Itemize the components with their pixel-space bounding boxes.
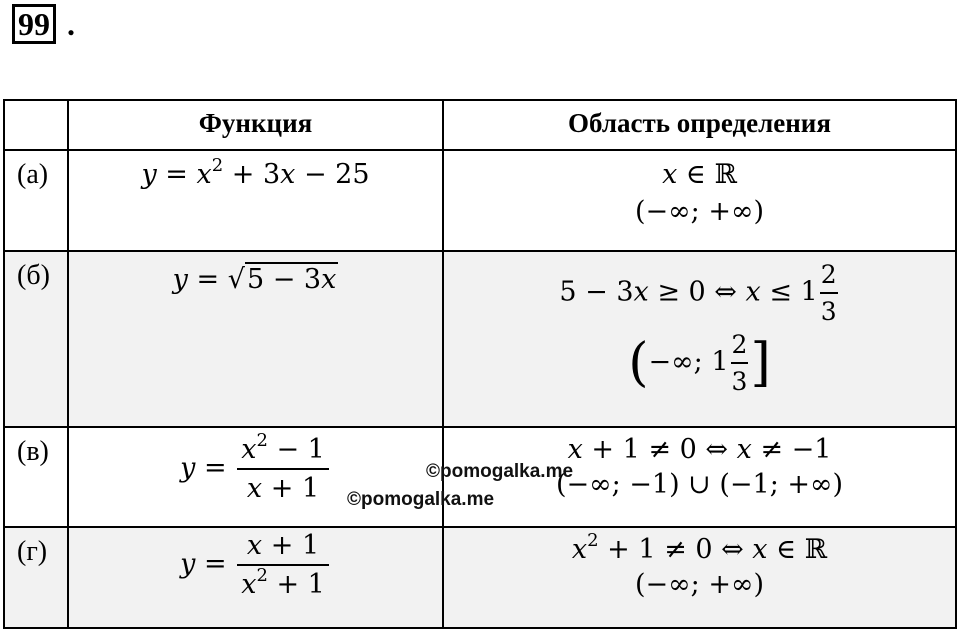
domain-interval: (−∞; +∞) <box>635 196 764 227</box>
function-cell <box>68 527 443 628</box>
task-number-dot: . <box>67 6 75 42</box>
domain-condition: x ∈ ℝ <box>662 159 737 190</box>
header-domain: Область определения <box>443 100 956 150</box>
sqrt: √5 − 3x <box>227 264 337 295</box>
domain-condition: x + 1 ≠ 0 ⇔ x ≠ −1 <box>567 434 832 465</box>
watermark: ©pomogalka.me <box>347 489 495 510</box>
function-cell <box>68 251 443 427</box>
domain-interval: (−∞; 1 $\frac{2}{3}$ ] <box>628 330 771 396</box>
domain-interval: (−∞; +∞) <box>635 569 764 600</box>
function-cell <box>68 427 443 527</box>
table-row <box>4 150 956 251</box>
function-formula: $y = x^2 + 3x - 25$ <box>141 155 370 190</box>
function-cell <box>68 150 443 251</box>
watermark: ©pomogalka.me <box>426 461 574 482</box>
header-function: Функция <box>68 100 443 150</box>
domain-cell <box>443 150 956 251</box>
table-row <box>4 527 956 628</box>
domain-cell <box>443 251 956 427</box>
function-formula: y = $\frac{x^2 - 1}{x + 1}$ <box>69 428 442 504</box>
domain-condition: 5 − 3x ≥ 0 ⇔ x ≤ 1 $\frac{2}{3}$ <box>559 260 837 326</box>
domain-condition: $x^2 + 1 \ne 0$ ⇔ x ∈ ℝ <box>571 530 828 565</box>
row-letter: (в) <box>4 427 68 527</box>
domain-cell <box>443 527 956 628</box>
row-letter: (а) <box>4 150 68 251</box>
function-formula: y = $\frac{x + 1}{x^2 + 1}$ <box>69 528 442 600</box>
domain-table <box>3 99 957 629</box>
function-formula: y = √5 − 3x <box>172 264 337 295</box>
task-number: 99 <box>12 4 56 44</box>
row-letter: (г) <box>4 527 68 628</box>
domain-interval: (−∞; −1) ∪ (−1; +∞) <box>555 469 844 500</box>
header-empty <box>4 100 68 150</box>
header-row <box>4 100 956 150</box>
table-row <box>4 251 956 427</box>
row-letter: (б) <box>4 251 68 427</box>
